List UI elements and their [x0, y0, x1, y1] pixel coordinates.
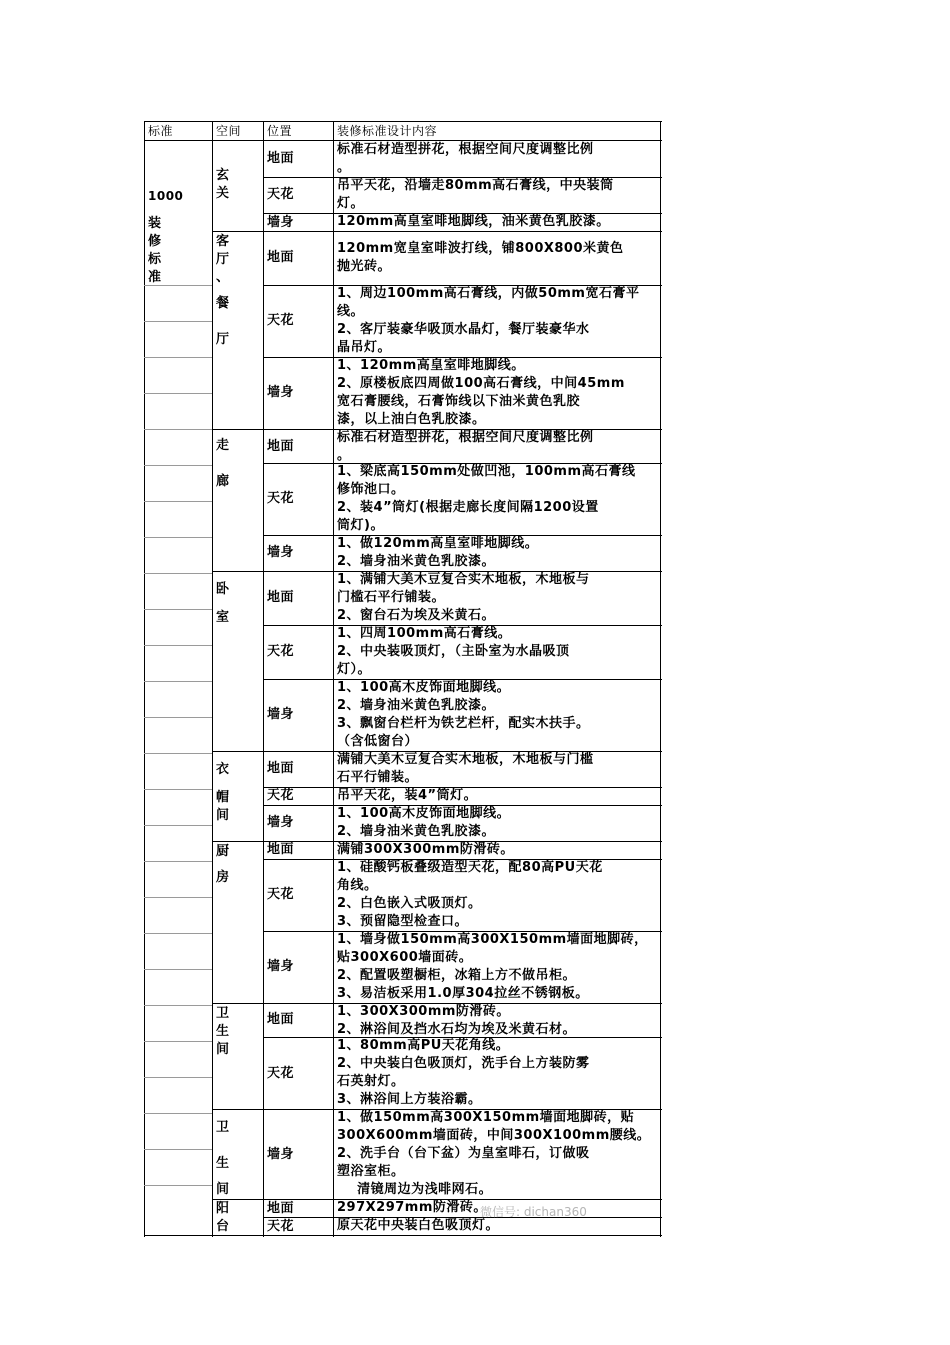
content-cell: 1、120mm高皇室啡地脚线。 2、原楼板底四周做100高石膏线，中间45mm 宽石膏腰线，石膏饰线以下油米黄色乳胶 漆，以上油白色乳胶漆。	[337, 358, 625, 427]
space-label-zoulang: 走	[216, 438, 230, 453]
header-space: 空间	[216, 124, 242, 138]
position-floor: 地面	[267, 590, 295, 605]
position-ceiling: 天花	[267, 644, 295, 659]
position-floor: 地面	[267, 1201, 295, 1216]
space-label-chufang: 厨	[216, 844, 230, 859]
position-floor: 地面	[267, 250, 295, 265]
space-label-keting: 客	[216, 234, 230, 249]
space-label-yangtai: 台	[216, 1219, 230, 1234]
content-cell: 1、墙身做150mm高300X150mm墙面地脚砖， 贴300X600墙面砖。 2、配置吸塑橱柜，冰箱上方不做吊柜。 3、易洁板采用1.0厚304拉丝不锈钢板。	[337, 932, 648, 1001]
header-standard: 标准	[148, 124, 174, 138]
space-label-keting: 、	[216, 270, 230, 285]
space-label-woshi: 卧	[216, 582, 230, 597]
content-cell: 1、300X300mm防滑砖。 2、淋浴间及挡水石均为埃及米黄石材。	[337, 1004, 577, 1037]
content-cell: 1、100高木皮饰面地脚线。 2、墙身油米黄色乳胶漆。	[337, 806, 511, 839]
space-label-yangtai: 阳	[216, 1201, 230, 1216]
position-wall: 墙身	[267, 385, 295, 400]
position-wall: 墙身	[267, 215, 295, 230]
position-floor: 地面	[267, 1012, 295, 1027]
content-cell: 1、硅酸钙板叠级造型天花，配80高PU天花 角线。 2、白色嵌入式吸顶灯。 3、预留隐型检查口。	[337, 860, 603, 929]
position-ceiling: 天花	[267, 187, 295, 202]
space-label-weishengjian: 生	[216, 1024, 230, 1039]
column-divider	[212, 121, 213, 1237]
space-label-weishengjian: 卫	[216, 1006, 230, 1021]
position-wall: 墙身	[267, 959, 295, 974]
content-cell: 1、梁底高150mm处做凹池，100mm高石膏线 修饰池口。 2、装4”筒灯(根据走廊长度间隔1200设置 筒灯)。	[337, 464, 636, 533]
content-cell: 原天花中央装白色吸顶灯。	[337, 1218, 500, 1233]
space-label-keting: 厅	[216, 332, 230, 347]
content-cell: 1、做150mm高300X150mm墙面地脚砖，贴 300X600mm墙面砖，中间300X100mm腰线。 2、洗手台（台下盆）为皇室啡石，订做吸 塑浴室柜。 清镜周边为浅啡网石。	[337, 1110, 651, 1197]
content-cell: 1、周边100mm高石膏线，内做50mm宽石膏平 线。 2、客厅装豪华吸顶水晶灯，餐厅装豪华水 晶吊灯。	[337, 286, 640, 355]
space-label-xuanguan: 关	[216, 186, 230, 201]
position-floor: 地面	[267, 761, 295, 776]
position-ceiling: 天花	[267, 887, 295, 902]
space-label-zoulang: 廊	[216, 474, 230, 489]
standard-char: 修	[148, 234, 162, 249]
standard-price: 1000	[148, 189, 184, 203]
content-cell: 吊平天花，沿墙走80mm高石膏线，中央装筒 灯。	[337, 178, 614, 211]
standard-char: 准	[148, 270, 162, 285]
content-cell: 297X297mm防滑砖。	[337, 1200, 487, 1215]
content-cell: 120mm宽皇室啡波打线，铺800X800米黄色 抛光砖。	[337, 241, 624, 274]
space-label-keting: 餐	[216, 296, 230, 311]
position-floor: 地面	[267, 151, 295, 166]
space-label-weishengjian: 间	[216, 1182, 230, 1197]
content-cell: 满铺300X300mm防滑砖。	[337, 842, 514, 857]
position-ceiling: 天花	[267, 1219, 295, 1234]
space-label-keting: 厅	[216, 252, 230, 267]
space-label-yimaojian: 间	[216, 808, 230, 823]
position-wall: 墙身	[267, 707, 295, 722]
watermark-text: 微信号: dichan360	[480, 1205, 587, 1219]
header-position: 位置	[267, 124, 293, 138]
space-label-woshi: 室	[216, 610, 230, 625]
content-cell: 1、80mm高PU天花角线。 2、中央装白色吸顶灯，洗手台上方装防雾 石英射灯。 3、淋浴间上方装浴霸。	[337, 1038, 590, 1107]
position-floor: 地面	[267, 439, 295, 454]
position-ceiling: 天花	[267, 1066, 295, 1081]
position-wall: 墙身	[267, 815, 295, 830]
space-label-xuanguan: 玄	[216, 168, 230, 183]
position-ceiling: 天花	[267, 313, 295, 328]
content-cell: 120mm高皇室啡地脚线，油米黄色乳胶漆。	[337, 214, 610, 229]
content-cell: 1、四周100mm高石膏线。 2、中央装吸顶灯，（主卧室为水晶吸顶 灯）。	[337, 626, 570, 677]
header-content: 装修标准设计内容	[337, 124, 438, 138]
content-cell: 标准石材造型拼花，根据空间尺度调整比例 。	[337, 430, 594, 463]
content-cell: 1、做120mm高皇室啡地脚线。 2、墙身油米黄色乳胶漆。	[337, 536, 539, 569]
content-cell: 1、100高木皮饰面地脚线。 2、墙身油米黄色乳胶漆。 3、飘窗台栏杆为铁艺栏杆，配实木扶手。 （含低窗台）	[337, 680, 590, 749]
standard-char: 标	[148, 252, 162, 267]
content-cell: 1、满铺大美木豆复合实木地板，木地板与 门槛石平行铺装。 2、窗台石为埃及米黄石。	[337, 572, 590, 623]
position-ceiling: 天花	[267, 788, 295, 803]
space-label-chufang: 房	[216, 870, 230, 885]
space-label-yimaojian: 帽	[216, 790, 230, 805]
table-border-left	[144, 121, 145, 1237]
position-ceiling: 天花	[267, 491, 295, 506]
position-wall: 墙身	[267, 1147, 295, 1162]
standard-char: 装	[148, 216, 162, 231]
space-label-yimaojian: 衣	[216, 762, 230, 777]
decoration-standard-table	[144, 121, 662, 1237]
space-label-weishengjian: 间	[216, 1042, 230, 1057]
space-label-weishengjian: 卫	[216, 1120, 230, 1135]
content-cell: 吊平天花，装4”筒灯。	[337, 788, 478, 803]
content-cell: 满铺大美木豆复合实木地板，木地板与门槛 石平行铺装。	[337, 752, 594, 785]
content-cell: 标准石材造型拼花，根据空间尺度调整比例 。	[337, 142, 594, 175]
position-floor: 地面	[267, 842, 295, 857]
position-wall: 墙身	[267, 545, 295, 560]
space-label-weishengjian: 生	[216, 1156, 230, 1171]
